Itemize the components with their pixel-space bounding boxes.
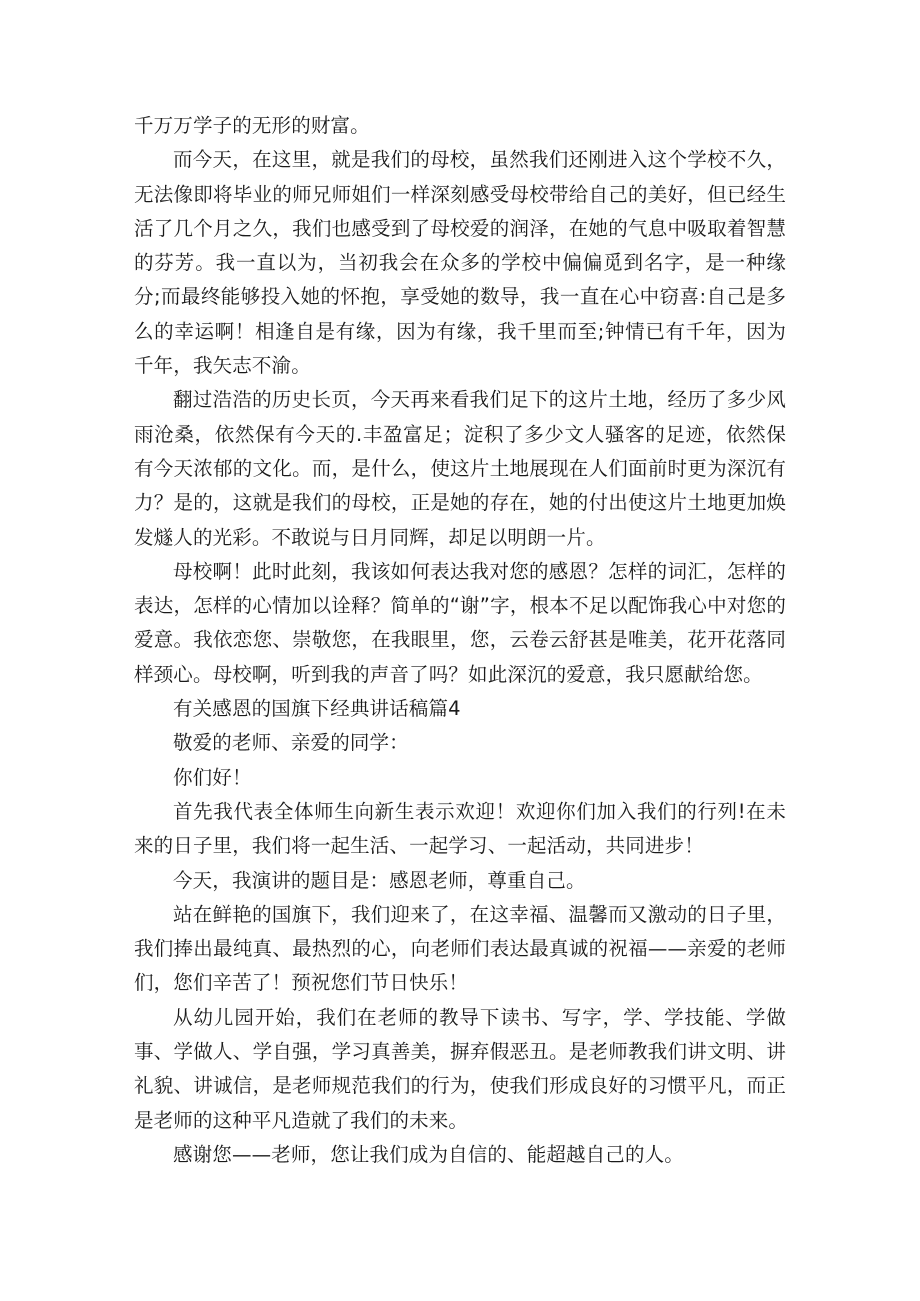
paragraph: 今天，我演讲的题目是：感恩老师，尊重自己。 (173, 868, 586, 892)
paragraph: 站在鲜艳的国旗下，我们迎来了，在这幸福、温馨而又激动的日子里，我们捧出最纯真、最热烈的心，向老师们表达最真诚的祝福——亲爱的老师们，您们辛苦了！预祝您们节日快乐！ (134, 902, 786, 995)
section-heading: 有关感恩的国旗下经典讲话稿篇4 (173, 697, 461, 721)
paragraph: 翻过浩浩的历史长页，今天再来看我们足下的这片土地，经历了多少风雨沧桑，依然保有今天的.丰盈富足；淀积了多少文人骚客的足迹，依然保有今天浓郁的文化。而，是什么，使这片土地展现在人们面前时更为深沉有力？是的，这就是我们的母校，正是她的存在，她的付出使这片土地更加焕发燧人的光彩。不敢说与日月同辉，却足以明朗一片。 (134, 388, 786, 549)
paragraph: 首先我代表全体师生向新生表示欢迎！欢迎你们加入我们的行列!在未来的日子里，我们将一起生活、一起学习、一起活动，共同进步！ (134, 799, 786, 858)
salutation: 敬爱的老师、亲爱的同学： (173, 731, 409, 755)
document-body (134, 109, 786, 1172)
paragraph: 从幼儿园开始，我们在老师的教导下读书、写字，学、学技能、学做事、学做人、学自强，学习真善美，摒弃假恶丑。是老师教我们讲文明、讲礼貌、讲诚信，是老师规范我们的行为，使我们形成良好的习惯平凡，而正是老师的这种平凡造就了我们的未来。 (134, 1005, 786, 1132)
paragraph: 感谢您——老师，您让我们成为自信的、能超越自己的人。 (173, 1142, 684, 1166)
paragraph: 千万万学子的无形的财富。 (134, 114, 370, 137)
paragraph: 母校啊！此时此刻，我该如何表达我对您的感恩？怎样的词汇，怎样的表达，怎样的心情加以诠释？简单的“谢”字，根本不足以配饰我心中对您的爱意。我依恋您、崇敬您，在我眼里，您，云卷云舒甚是唯美，花开花落同样颈心。母校啊，听到我的声音了吗？如此深沉的爱意，我只愿献给您。 (134, 559, 786, 686)
paragraph: 而今天，在这里，就是我们的母校，虽然我们还刚进入这个学校不久，无法像即将毕业的师兄师姐们一样深刻感受母校带给自己的美好，但已经生活了几个月之久，我们也感受到了母校爱的润泽，在她的气息中吸取着智慧的芬芳。我一直以为，当初我会在众多的学校中偏偏觅到名字，是一种缘分;而最终能够投入她的怀抱，享受她的数导，我一直在心中窃喜:自己是多么的幸运啊！相逢自是有缘，因为有缘，我千里而至;钟情已有千年，因为千年，我矢志不渝。 (134, 148, 786, 378)
greeting: 你们好！ (173, 765, 252, 789)
